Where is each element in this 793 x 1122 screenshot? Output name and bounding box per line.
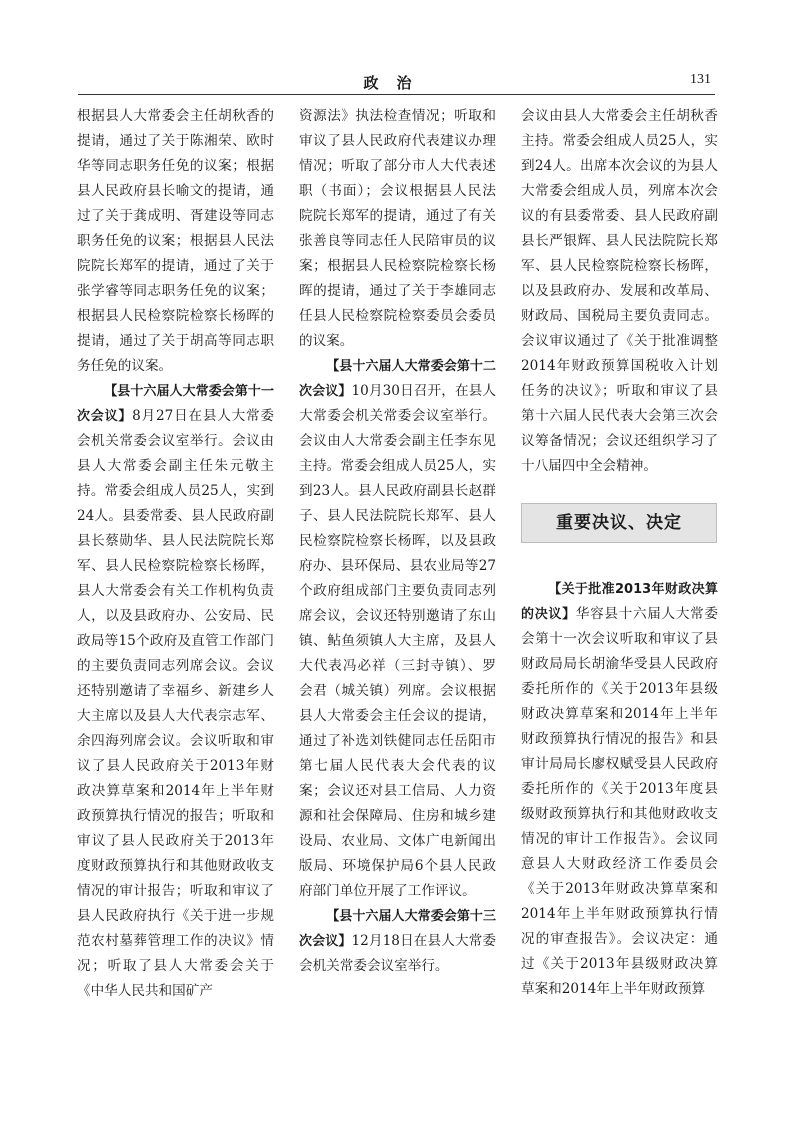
- entry-body: 华容县十六届人大常委会第十一次会议听取和审议了县财政局局长胡渝华受县人民政府委托所作的《关于2013年县级财政决算草案和2014年上半年财政预算执行情况的报告》和县审计局局长廖权赋受县人民政府委托所作的《关于2013年度县级财政预算执行和其他财政收支情况的审计工作报告》。会议同意县人大财政经济工作委员会《关于2013年财政决算草案和2014年上半年财政预算执行情况的审查报告》。会议决定：通过《关于2013年县级财政决算草案和2014年上半年财政预算: [521, 606, 718, 997]
- entry-heading: 【县十六届人大常委会第十二次会议】: [299, 359, 496, 399]
- section-title: 政治: [363, 74, 430, 92]
- entry-heading: 【县十六届人大常委会第十一次会议】: [77, 384, 274, 424]
- paragraph-meeting-12: [299, 354, 496, 904]
- section-heading-box: 重要决议、决定: [521, 503, 717, 543]
- entry-heading: 【县十六届人大常委会第十三次会议】: [299, 909, 496, 949]
- entry-body: 12月18日在县人大常委会机关常委会议室举行。: [299, 933, 496, 974]
- column-1: [77, 104, 274, 1004]
- entry-body: 10月30日召开，在县人大常委会机关常委会议室举行。会议由人大常委会副主任李东见主持。常委会组成人员25人，实到23人。县人民政府副县长赵群子、县人民法院院长郑军、县人民检察院检察长杨晖，以及县政府办、县环保局、县农业局等27个政府组成部门主要负责同志列席会议，会议还特别邀请了东山镇、鲇鱼须镇人大主席，及县人大代表冯必祥（三封寺镇）、罗会君（城关镇）列席。会议根据县人大常委会主任会议的提请，通过了补选刘铁健同志任岳阳市第七届人民代表大会代表的议案；会议还对县工信局、人力资源和社会保障局、住房和城乡建设局、农业局、文体广电新闻出版局、环境保护局6个县人民政府部门单位开展了工作评议。: [299, 383, 496, 899]
- header-rule: [78, 94, 715, 95]
- paragraph-meeting-11: [77, 379, 274, 1004]
- page-number: 131: [690, 72, 711, 87]
- paragraph: 会议由县人大常委会主任胡秋香主持。常委会组成人员25人，实到24人。出席本次会议的为县人大常委会组成人员，列席本次会议的有县委常委、县人民政府副县长严银辉、县人民法院院长郑军、县人民检察院检察长杨晖，以及县政府办、发展和改革局、财政局、国税局主要负责同志。会议审议通过了《关于批准调整2014年财政预算国税收入计划任务的决议》；听取和审议了县第十六届人民代表大会第三次会议筹备情况；会议还组织学习了十八届四中全会精神。: [521, 108, 718, 474]
- paragraph-meeting-13: [299, 904, 496, 979]
- column-2: [299, 104, 496, 979]
- entry-body: 8月27日在县人大常委会机关常委会议室举行。会议由县人大常委会副主任朱元敬主持。常委会组成人员25人，实到24人。县委常委、县人民政府副县长蔡勋华、县人民法院院长郑军、县人民检察院检察长杨晖，县人大常委会有关工作机构负责人，以及县政府办、公安局、民政局等15个政府及直管工作部门的主要负责同志列席会议。会议还特别邀请了幸福乡、新建乡人大主席以及县人大代表宗志军、余四海列席会议。会议听取和审议了县人民政府关于2013年财政决算草案和2014年上半年财政预算执行情况的报告；听取和审议了县人民政府关于2013年度财政预算执行和其他财政收支情况的审计报告；听取和审议了县人民政府执行《关于进一步规范农村墓葬管理工作的决议》情况；听取了县人大常委会关于《中华人民共和国矿产: [77, 408, 274, 999]
- paragraph: 根据县人大常委会主任胡秋香的提请，通过了关于陈湘荣、欧时华等同志职务任免的议案；根据县人民政府县长喻文的提请，通过了关于龚成明、胥建设等同志职务任免的议案；根据县人民法院院长郑军的提请，通过了关于张学睿等同志职务任免的议案；根据县人民检察院检察长杨晖的提请，通过了关于胡高等同志职务任免的议案。: [77, 108, 274, 374]
- column-3: [521, 104, 718, 1002]
- paragraph-resolution: [521, 577, 718, 1002]
- paragraph: 资源法》执法检查情况；听取和审议了县人民政府代表建议办理情况；听取了部分市人大代表述职（书面）；会议根据县人民法院院长郑军的提请，通过了有关张善良等同志任人民陪审员的议案；根据县人民检察院检察长杨晖的提请，通过了关于李雄同志任县人民检察院检察委员会委员的议案。: [299, 108, 496, 349]
- entry-heading: 【关于批准2013年财政决算的决议】: [521, 582, 718, 622]
- running-head: [0, 70, 793, 94]
